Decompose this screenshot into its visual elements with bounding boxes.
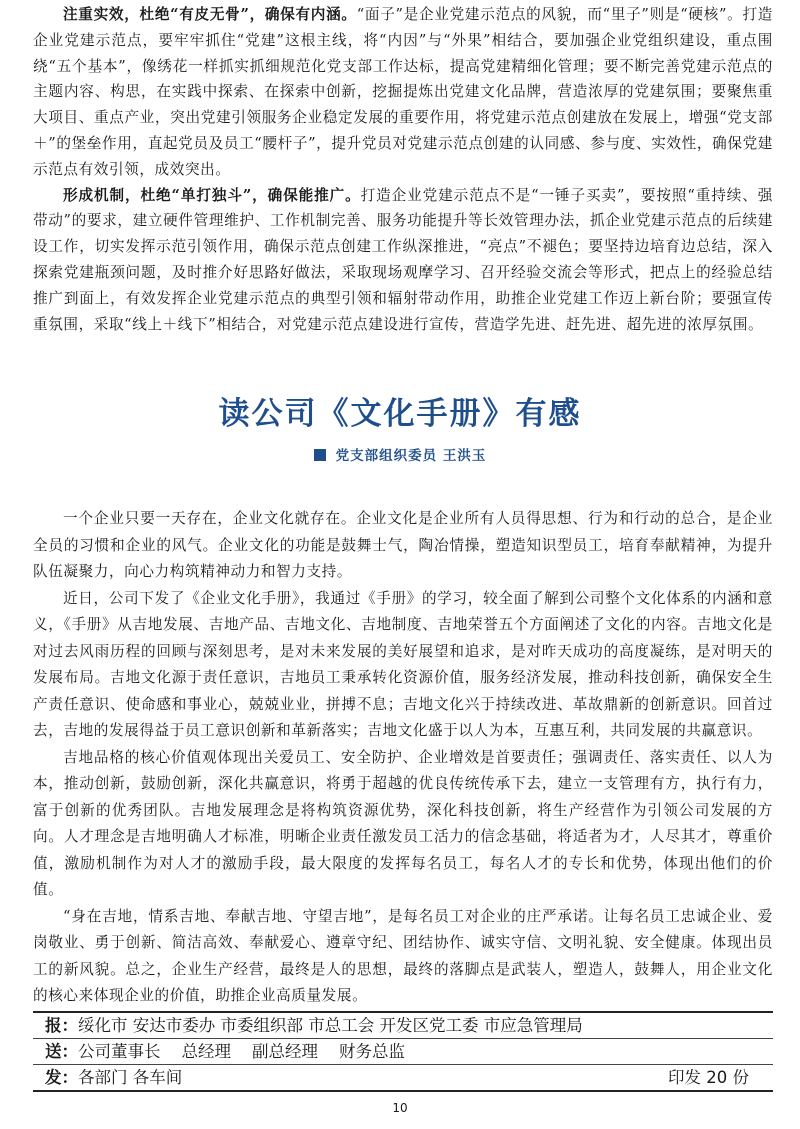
- article-paragraph: 一个企业只要一天存在，企业文化就存在。企业文化是企业所有人员得思想、行为和行动的总合，是企业全员的习惯和企业的风气。企业文化的功能是鼓舞士气，陶冶情操，塑造知识型员工，培育奉献精神，为提升队伍凝聚力，向心力构筑精神动力和智力支持。: [33, 510, 773, 580]
- send-label: 送：: [45, 1042, 78, 1061]
- issue-row: [33, 1065, 773, 1090]
- copies-count: 印发 20 份: [668, 1068, 749, 1087]
- issue-recipients: 各部门 各车间: [78, 1068, 183, 1087]
- paragraph-body: 打造企业党建示范点不是“一锤子买卖”，要按照“重持续、强带动”的要求，建立硬件管理维护、工作机制完善、服务功能提升等长效管理办法，抓企业党建示范点的后续建设工作，切实发挥示范引领作用，确保示范点创建工作纵深推进，“亮点”不褪色；要坚持边培育边总结，深入探索党建瓶颈问题，及时推介好思路好做法，采取现场观摩学习、召开经验交流会等形式，把点上的经验总结推广到面上，有效发挥企业党建示范点的典型引领和辐射带动作用，助推企业党建工作迈上新台阶；要强宣传重氛围，采取“线上＋线下”相结合，对党建示范点建设进行宣传，营造学先进、赶先进、超先进的浓厚氛围。: [33, 186, 774, 333]
- paragraph-mechanism: [33, 183, 773, 338]
- article-paragraph: 吉地品格的核心价值观体现出关爱员工、安全防护、企业增效是首要责任；强调责任、落实责任、以人为本，推动创新，鼓励创新，深化共赢意识，将勇于超越的优良传统传承下去，建立一支管理有方，执行有力，富于创新的优秀团队。吉地发展理念是将构筑资源优势，深化科技创新，将生产经营作为引领公司发展的方向。人才理念是吉地明确人才标准，明晰企业责任激发员工活力的信念基础，将适者为才，人尽其才，尊重价值，激励机制作为对人才的激励手段，最大限度的发挥每名员工，每名人才的专长和优势，体现出他们的价值。: [33, 748, 773, 898]
- paragraph-lead: 形成机制，杜绝“单打独斗”，确保能推广。: [63, 186, 361, 204]
- paragraph-body: “面子”是企业党建示范点的风貌，而“里子”则是“硬核”。打造企业党建示范点，要牢牢抓住“党建”这根主线，将“内因”与“外果”相结合，要加强企业党组织建设，重点围绕“五个基本”，像绣花一样抓实抓细规范化党支部工作达标，提高党建精细化管理；要不断完善党建示范点的主题内容、构思，在实践中探索、在探索中创新，挖掘提炼出党建文化品牌，营造浓厚的党建氛围；要聚焦重大项目、重点产业，突出党建引领服务企业稳定发展的重要作用，将党建示范点创建放在发展上，增强“党支部＋”的堡垒作用，直起党员及员工“腰杆子”，提升党员对党建示范点创建的认同感、参与度、实效性，确保党建示范点有效引领，成效突出。: [33, 6, 773, 178]
- article-paragraph: 近日，公司下发了《企业文化手册》，我通过《手册》的学习，较全面了解到公司整个文化体系的内涵和意义，《手册》从吉地发展、吉地产品、吉地文化、吉地制度、吉地荣誉五个方面阐述了文化的内容。吉地文化是对过去风雨历程的回顾与深刻思考，是对未来发展的美好展望和追求，是对昨天成功的高度凝练，是对明天的发展布局。吉地文化源于责任意识，吉地员工秉承转化资源价值，服务经济发展，推动科技创新，确保安全生产责任意识、使命感和事业心，兢兢业业，拼搏不息；吉地文化兴于持续改进、革故鼎新的创新意识。回首过去，吉地的发展得益于员工意识创新和革新落实；吉地文化盛于以人为本，互惠互利，共同发展的共赢意识。: [33, 589, 773, 739]
- report-row: [33, 1013, 773, 1039]
- article-title: 读公司《文化手册》有感: [218, 396, 582, 432]
- page-number: 10: [392, 1101, 408, 1115]
- party-building-section: [33, 2, 773, 337]
- send-row: [33, 1039, 773, 1065]
- issue-label: 发：: [45, 1068, 78, 1087]
- author-line: 党支部组织委员 王洪玉: [335, 448, 487, 464]
- article-byline: [0, 444, 800, 464]
- report-label: 报：: [45, 1016, 78, 1035]
- article-body: [33, 506, 773, 1010]
- paragraph-substance: [33, 2, 773, 183]
- distribution-block: [33, 1011, 773, 1092]
- send-recipients: 公司董事长 总经理 副总经理 财务总监: [78, 1042, 405, 1061]
- report-recipients: 绥化市 安达市委办 市委组织部 市总工会 开发区党工委 市应急管理局: [78, 1016, 583, 1035]
- article-paragraph: “身在吉地，情系吉地、奉献吉地、守望吉地”，是每名员工对企业的庄严承诺。让每名员工忠诚企业、爱岗敬业、勇于创新、简洁高效、奉献爱心、遵章守纪、团结协作、诚实守信、文明礼貌、安全健康。体现出员工的新风貌。总之，企业生产经营，最终是人的思想，最终的落脚点是武装人，塑造人，鼓舞人，用企业文化的核心来体现企业的价值，助推企业高质量发展。: [33, 907, 773, 1004]
- square-bullet-icon: [314, 449, 326, 461]
- paragraph-lead: 注重实效，杜绝“有皮无骨”，确保有内涵。: [63, 6, 357, 23]
